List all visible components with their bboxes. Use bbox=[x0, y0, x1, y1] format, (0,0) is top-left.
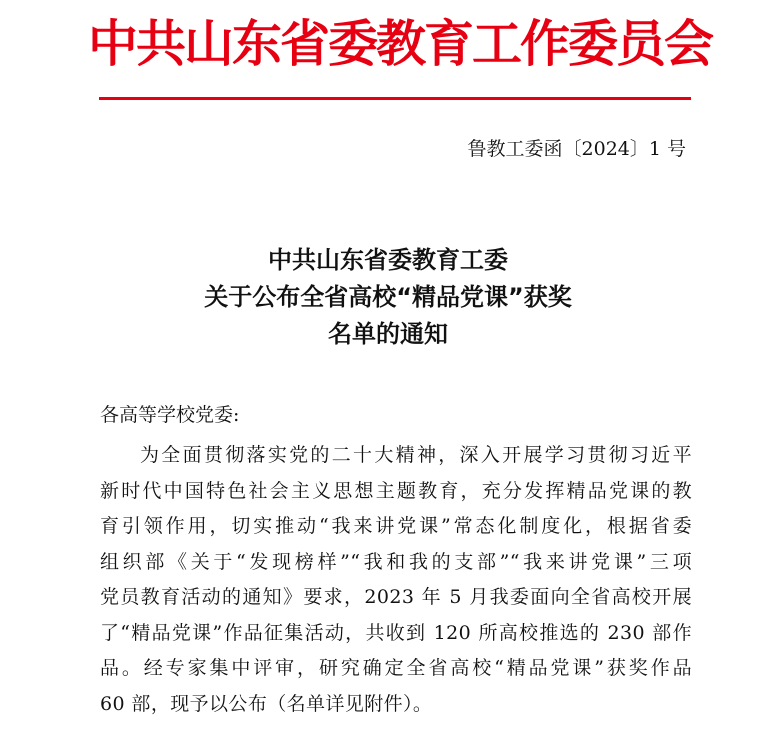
body-line-4: 组织部《关于“发现榜样”“我和我的支部”“我来讲党课”三项 bbox=[100, 550, 692, 573]
body-line-1: 为全面贯彻落实党的二十大精神，深入开展学习贯彻习近平 bbox=[140, 444, 692, 466]
body-line-3: 育引领作用，切实推动“我来讲党课”常态化制度化，根据省委 bbox=[100, 515, 692, 537]
issuer-masthead: 中共山东省委教育工作委员会 bbox=[88, 14, 712, 73]
document-number: 鲁教工委函〔2024〕1 号 bbox=[467, 138, 686, 160]
body-line-6: 了“精品党课”作品征集活动，共收到 120 所高校推选的 230 部作 bbox=[100, 621, 692, 644]
body-line-8: 60 部，现予以公布（名单详见附件）。 bbox=[100, 692, 433, 715]
body-paragraph bbox=[100, 438, 692, 722]
title-line-1: 中共山东省委教育工委 bbox=[268, 246, 508, 274]
red-separator-line bbox=[99, 97, 691, 100]
salutation: 各高等学校党委: bbox=[100, 404, 240, 426]
document-title bbox=[88, 242, 688, 353]
body-line-2: 新时代中国特色社会主义思想主题教育，充分发挥精品党课的教 bbox=[100, 479, 692, 502]
body-line-7: 品。经专家集中评审，研究确定全省高校“精品党课”获奖作品 bbox=[100, 657, 692, 679]
title-line-3: 名单的通知 bbox=[328, 320, 448, 348]
body-line-5: 党员教育活动的通知》要求，2023 年 5 月我委面向全省高校开展 bbox=[100, 586, 692, 608]
title-line-2: 关于公布全省高校“精品党课”获奖 bbox=[204, 283, 572, 311]
